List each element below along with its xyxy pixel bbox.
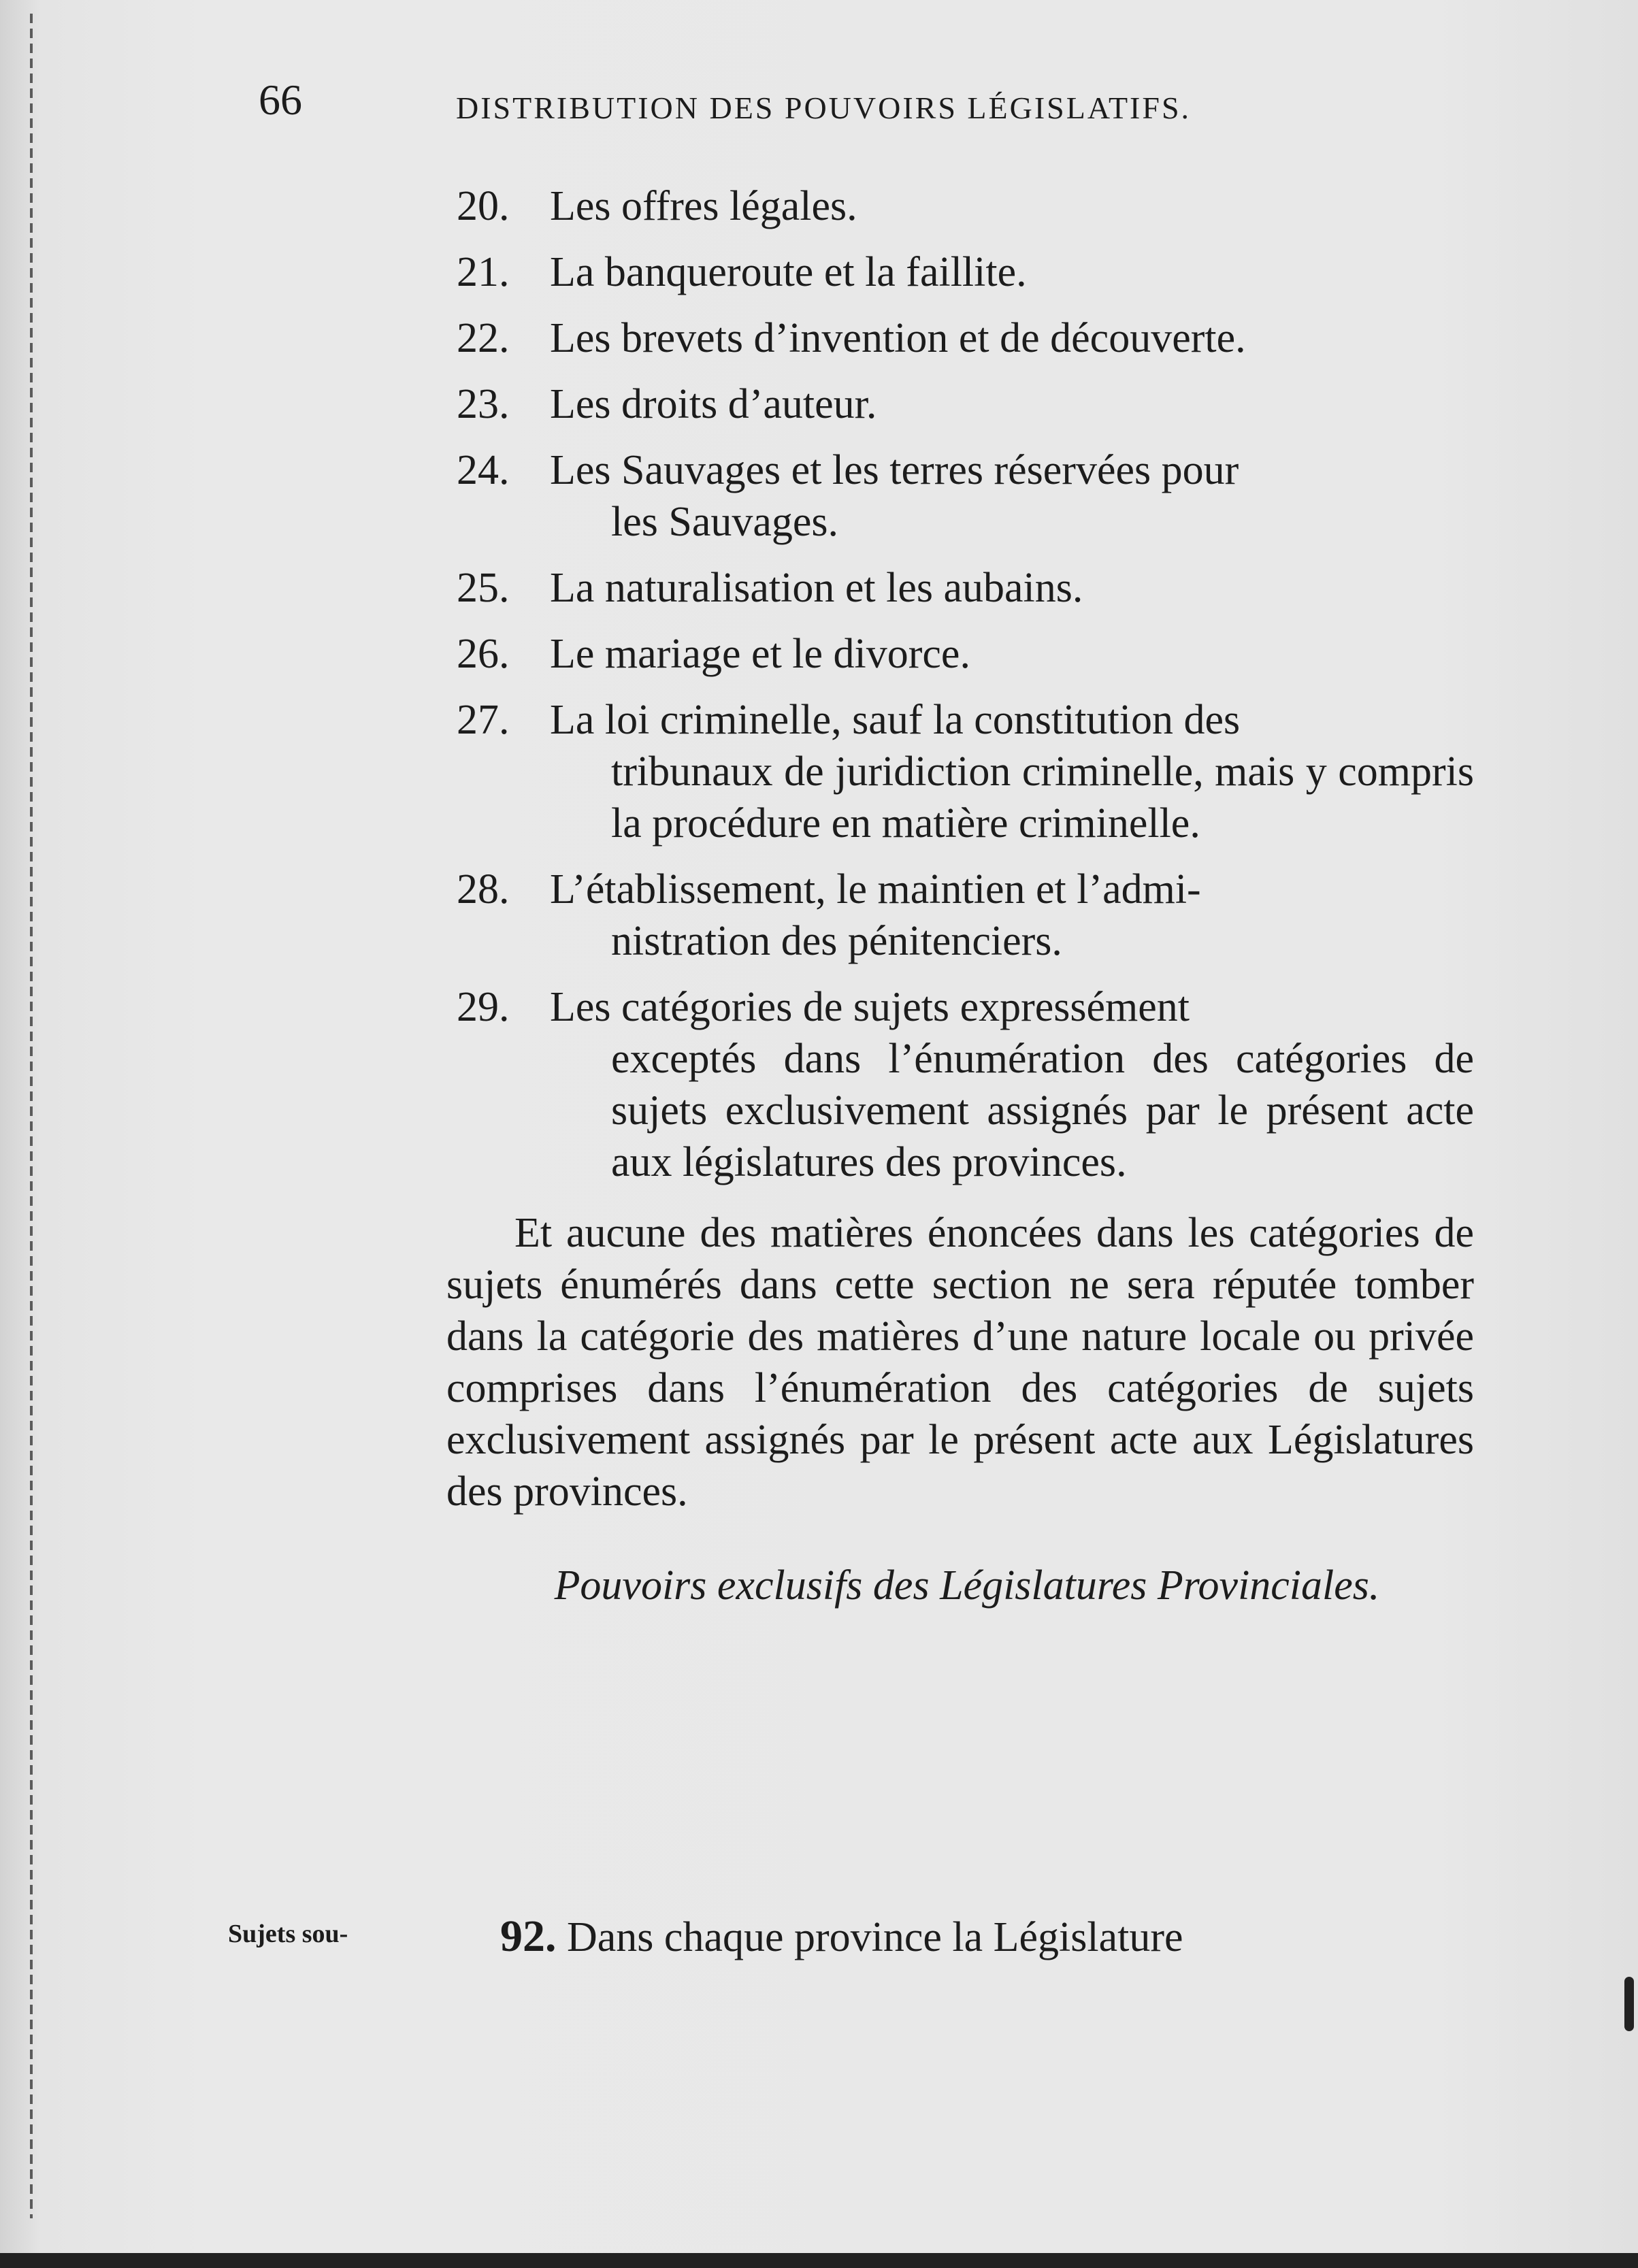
list-item-line: Le mariage et le divorce. xyxy=(550,631,970,677)
article-number: 92. xyxy=(500,1911,557,1961)
page-edge-mark xyxy=(1624,1977,1634,2031)
list-item-number: 28. xyxy=(457,866,510,913)
list-item-text xyxy=(550,694,1474,849)
list-item xyxy=(446,246,1474,298)
list-item-line: Les brevets d’invention et de découverte. xyxy=(550,315,1246,361)
margin-note: Sujets sou- xyxy=(228,1920,348,1948)
running-title: DISTRIBUTION DES POUVOIRS LÉGISLATIFS. xyxy=(456,91,1192,125)
body-text xyxy=(446,180,1474,1654)
list-item xyxy=(446,628,1474,680)
list-item-text xyxy=(550,864,1474,967)
list-item-line: les Sauvages. xyxy=(611,499,839,545)
list-item-text xyxy=(550,981,1474,1188)
list-item-line: L’établissement, le maintien et l’admi- xyxy=(550,866,1201,913)
list-item-number: 25. xyxy=(457,565,510,611)
list-item-line: tribunaux de juridiction criminelle, mais y compris la procédure en matière criminelle. xyxy=(611,749,1474,847)
article-92 xyxy=(500,1911,1183,1962)
list-item-number: 23. xyxy=(457,381,510,427)
closing-paragraph: Et aucune des matières énoncées dans les catégories de sujets énumérés dans cette section ne sera réputée tomber dans la catégorie des matières d’une nature locale ou privée comprises dans l’énumération des catégories de sujets exclusivement assignés par le présent acte aux Législatures des provinces. xyxy=(446,1210,1474,1515)
list-item xyxy=(446,312,1474,364)
enumerated-list xyxy=(446,180,1474,1188)
binding-gutter-line xyxy=(30,14,33,2218)
list-item-line: exceptés dans l’énumération des catégories de sujets exclusivement assignés par le présent acte aux législatures des provinces. xyxy=(611,1036,1474,1185)
list-item-line: Les catégories de sujets expressément xyxy=(550,984,1190,1030)
list-item-text xyxy=(550,312,1474,364)
list-item-number: 21. xyxy=(457,249,510,295)
list-item-line: Les Sauvages et les terres réservées pour xyxy=(550,447,1239,493)
running-head xyxy=(259,75,1415,129)
list-item xyxy=(446,444,1474,548)
list-item xyxy=(446,694,1474,849)
list-item-line: La naturalisation et les aubains. xyxy=(550,565,1083,611)
list-item-number: 26. xyxy=(457,631,510,677)
list-item-line: La banqueroute et la faillite. xyxy=(550,249,1027,295)
list-item-text xyxy=(550,180,1474,232)
list-item-number: 24. xyxy=(457,447,510,493)
scan-bottom-band xyxy=(0,2253,1638,2268)
list-item-number: 20. xyxy=(457,183,510,229)
article-text: Dans chaque province la Législature xyxy=(567,1914,1183,1960)
list-item-text xyxy=(550,444,1474,548)
list-item-text xyxy=(550,246,1474,298)
list-item xyxy=(446,180,1474,232)
page-number: 66 xyxy=(259,76,302,124)
list-item-line: Les droits d’auteur. xyxy=(550,381,877,427)
list-item-line: nistration des pénitenciers. xyxy=(611,918,1062,964)
list-item-text xyxy=(550,378,1474,430)
list-item-number: 29. xyxy=(457,984,510,1030)
list-item xyxy=(446,562,1474,614)
list-item xyxy=(446,981,1474,1188)
section-heading: Pouvoirs exclusifs des Législatures Provinciales. xyxy=(554,1562,1380,1609)
list-item-number: 27. xyxy=(457,697,510,743)
list-item-line: La loi criminelle, sauf la constitution des xyxy=(550,697,1241,743)
list-item-text xyxy=(550,562,1474,614)
list-item-line: Les offres légales. xyxy=(550,183,857,229)
list-item xyxy=(446,864,1474,967)
list-item xyxy=(446,378,1474,430)
list-item-number: 22. xyxy=(457,315,510,361)
list-item-text xyxy=(550,628,1474,680)
